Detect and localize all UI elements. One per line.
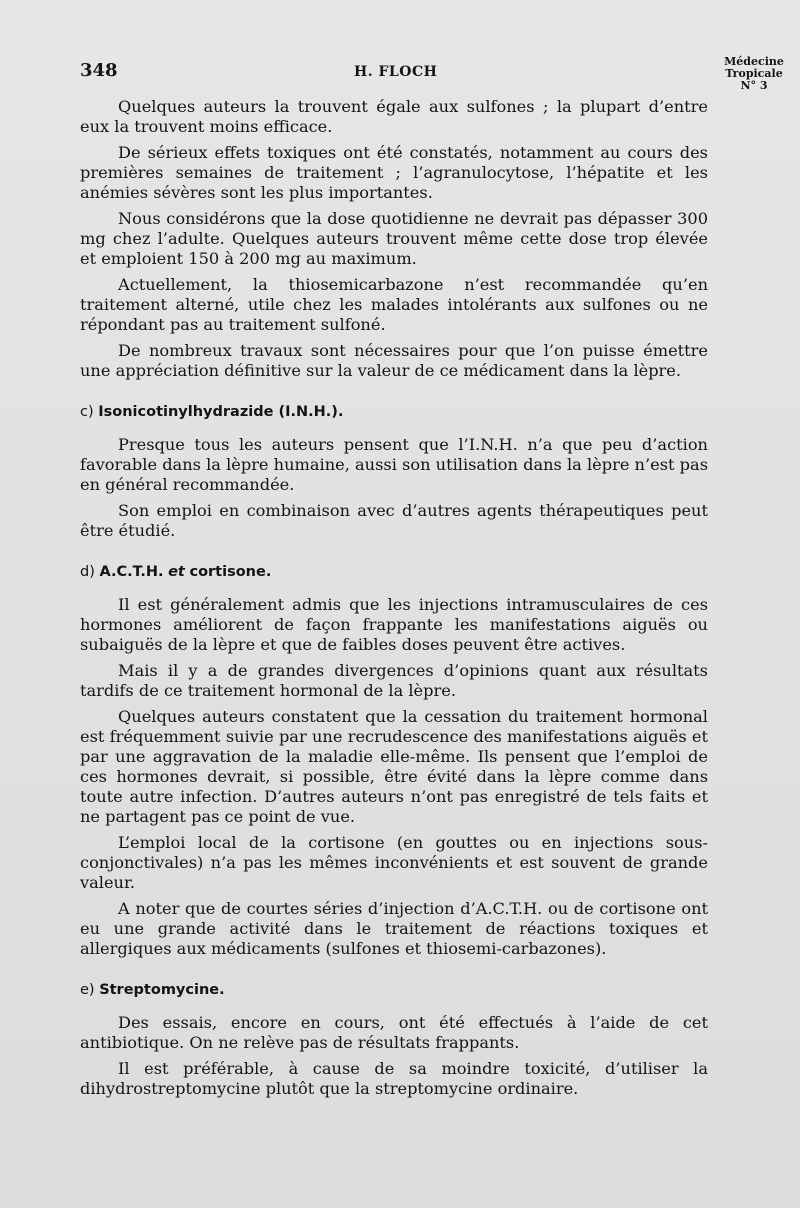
section-title-part: cortisone. [189, 564, 272, 580]
paragraph: Quelques auteurs constatent que la cessation du traitement hormonal est fréquemment suivie par une recrudescence des manifestations aiguës et par une aggravation de la maladie elle-même. Ils pensent que l’emploi de ces hormones devrait, si possible, être évité dans la lèpre comme dans toute autre infection. D’autres auteurs n’ont pas enregistré de tels faits et ne partagent pas ce point de vue. [80, 707, 708, 826]
section-letter: c) [80, 404, 94, 420]
section-heading-d [80, 563, 708, 581]
paragraph: Presque tous les auteurs pensent que l’I.N.H. n’a que peu d’action favorable dans la lèpre humaine, aussi son utilisation dans la lèpre n’est pas en général recommandée. [80, 435, 708, 494]
paragraph: Il est généralement admis que les injections intramusculaires de ces hormones améliorent de façon frappante les manifestations aiguës ou subaiguës de la lèpre et que de faibles doses peuvent être actives. [80, 595, 708, 654]
paragraph: Quelques auteurs la trouvent égale aux sulfones ; la plupart d’entre eux la trouvent moins efficace. [80, 97, 708, 136]
paragraph: A noter que de courtes séries d’injection d’A.C.T.H. ou de cortisone ont eu une grande activité dans le traitement de réactions toxiques et allergiques aux médicaments (sulfones et thiosemi-carbazones). [80, 899, 708, 958]
running-header [80, 55, 792, 98]
section-letter: d) [80, 564, 95, 580]
section-letter: e) [80, 982, 95, 998]
section-heading-c [80, 403, 708, 421]
section-title-part: A.C.T.H. [99, 564, 164, 580]
page-number: 348 [80, 60, 118, 81]
journal-name-line-1: Médecine [724, 55, 784, 68]
paragraph: Actuellement, la thiosemicarbazone n’est recommandée qu’en traitement alterné, utile chez les malades intolérants aux sulfones ou ne répondant pas au traitement sulfoné. [80, 275, 708, 334]
journal-name-line-2: Tropicale [725, 67, 783, 80]
section-heading-e [80, 981, 708, 999]
paragraph: L’emploi local de la cortisone (en gouttes ou en injections sous-conjonctivales) n’a pas les mêmes inconvénients et est souvent de grande valeur. [80, 833, 708, 892]
paragraph: Nous considérons que la dose quotidienne ne devrait pas dépasser 300 mg chez l’adulte. Quelques auteurs trouvent même cette dose trop élevée et emploient 150 à 200 mg au maximum. [80, 209, 708, 268]
section-title: Isonicotinylhydrazide (I.N.H.). [98, 404, 344, 420]
paragraph: Des essais, encore en cours, ont été effectués à l’aide de cet antibiotique. On ne relève pas de résultats frappants. [80, 1013, 708, 1052]
journal-tag [716, 56, 792, 92]
article-body [80, 97, 708, 1105]
running-author: H. FLOCH [354, 64, 438, 80]
journal-issue: N° 3 [740, 79, 768, 92]
paragraph: Mais il y a de grandes divergences d’opinions quant aux résultats tardifs de ce traitement hormonal de la lèpre. [80, 661, 708, 700]
paragraph: Il est préférable, à cause de sa moindre toxicité, d’utiliser la dihydrostreptomycine plutôt que la streptomycine ordinaire. [80, 1059, 708, 1098]
paragraph: Son emploi en combinaison avec d’autres agents thérapeutiques peut être étudié. [80, 501, 708, 540]
section-title-conjunction: et [168, 564, 185, 580]
paragraph: De nombreux travaux sont nécessaires pour que l’on puisse émettre une appréciation définitive sur la valeur de ce médicament dans la lèpre. [80, 341, 708, 380]
section-title: Streptomycine. [99, 982, 225, 998]
paragraph: De sérieux effets toxiques ont été constatés, notamment au cours des premières semaines de traitement ; l’agranulocytose, l’hépatite et les anémies sévères sont les plus importantes. [80, 143, 708, 202]
